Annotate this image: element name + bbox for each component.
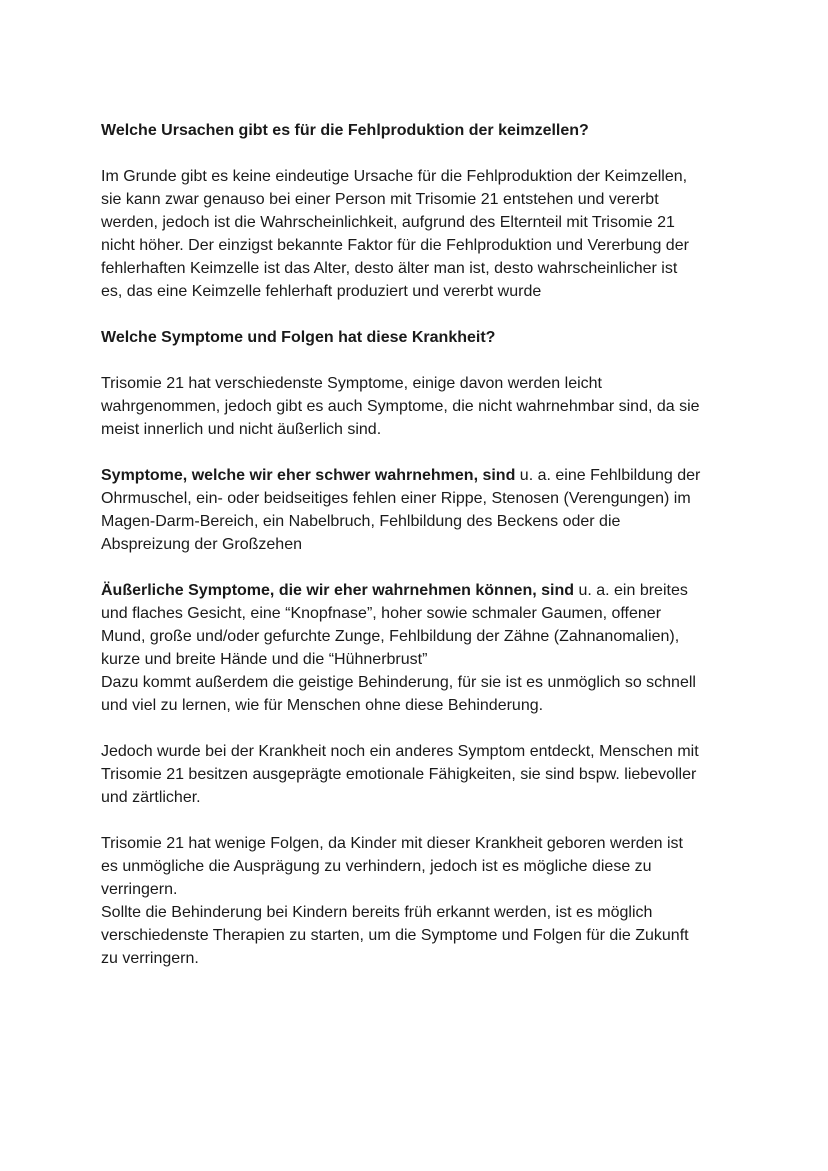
text-line bbox=[101, 464, 741, 487]
text-line: nicht höher. Der einzigst bekannte Faktor für die Fehlproduktion und Vererbung der bbox=[101, 237, 689, 254]
text-line: verringern. bbox=[101, 881, 178, 898]
bold-lead-in: Äußerliche Symptome, die wir eher wahrnehmen können, sind bbox=[101, 582, 574, 599]
bold-lead-in: Symptome, welche wir eher schwer wahrnehmen, sind bbox=[101, 467, 516, 484]
text-line: meist innerlich und nicht äußerlich sind. bbox=[101, 421, 382, 438]
text-line: Abspreizung der Großzehen bbox=[101, 536, 302, 553]
text-line: es unmögliche die Ausprägung zu verhindern, jedoch ist es mögliche diese zu bbox=[101, 858, 652, 875]
text-line: Sollte die Behinderung bei Kindern bereits früh erkannt werden, ist es möglich bbox=[101, 904, 653, 921]
text-line: fehlerhaften Keimzelle ist das Alter, desto älter man ist, desto wahrscheinlicher ist bbox=[101, 260, 678, 277]
text-line: Jedoch wurde bei der Krankheit noch ein anderes Symptom entdeckt, Menschen mit bbox=[101, 743, 699, 760]
section-heading-causes: Welche Ursachen gibt es für die Fehlproduktion der keimzellen? bbox=[101, 122, 589, 139]
document-page bbox=[101, 119, 741, 970]
text-line: und flaches Gesicht, eine “Knopfnase”, hoher sowie schmaler Gaumen, offener bbox=[101, 605, 662, 622]
text-line: werden, jedoch ist die Wahrscheinlichkeit, aufgrund des Elternteil mit Trisomie 21 bbox=[101, 214, 675, 231]
paragraph-visible-symptoms bbox=[101, 579, 741, 717]
text-line: Magen-Darm-Bereich, ein Nabelbruch, Fehlbildung des Beckens oder die bbox=[101, 513, 621, 530]
text-line: Trisomie 21 hat wenige Folgen, da Kinder mit dieser Krankheit geboren werden ist bbox=[101, 835, 683, 852]
text-line: es, das eine Keimzelle fehlerhaft produziert und vererbt wurde bbox=[101, 283, 542, 300]
text-line: verschiedenste Therapien zu starten, um die Symptome und Folgen für die Zukunft bbox=[101, 927, 689, 944]
text-line: kurze und breite Hände und die “Hühnerbrust” bbox=[101, 651, 428, 668]
paragraph-hidden-symptoms bbox=[101, 464, 741, 556]
paragraph-symptoms-intro bbox=[101, 372, 741, 441]
text-line: zu verringern. bbox=[101, 950, 199, 967]
text-line: und viel zu lernen, wie für Menschen ohne diese Behinderung. bbox=[101, 697, 544, 714]
paragraph-emotional-abilities bbox=[101, 740, 741, 809]
text-line: Trisomie 21 besitzen ausgeprägte emotionale Fähigkeiten, sie sind bspw. liebevoller bbox=[101, 766, 697, 783]
text-line: Trisomie 21 hat verschiedenste Symptome, einige davon werden leicht bbox=[101, 375, 602, 392]
text-line: Mund, große und/oder gefurchte Zunge, Fehlbildung der Zähne (Zahnanomalien), bbox=[101, 628, 680, 645]
text-line bbox=[101, 579, 741, 602]
text-line: und zärtlicher. bbox=[101, 789, 201, 806]
text-line: wahrgenommen, jedoch gibt es auch Symptome, die nicht wahrnehmbar sind, da sie bbox=[101, 398, 700, 415]
section-heading-symptoms: Welche Symptome und Folgen hat diese Krankheit? bbox=[101, 329, 496, 346]
paragraph-causes bbox=[101, 165, 741, 303]
text-line: sie kann zwar genauso bei einer Person mit Trisomie 21 entstehen und vererbt bbox=[101, 191, 659, 208]
text-line: Dazu kommt außerdem die geistige Behinderung, für sie ist es unmöglich so schnell bbox=[101, 674, 696, 691]
text-line: Im Grunde gibt es keine eindeutige Ursache für die Fehlproduktion der Keimzellen, bbox=[101, 168, 688, 185]
paragraph-consequences bbox=[101, 832, 741, 970]
text-fragment: u. a. ein breites bbox=[574, 582, 688, 599]
text-fragment: u. a. eine Fehlbildung der bbox=[515, 467, 701, 484]
text-line: Ohrmuschel, ein- oder beidseitiges fehlen einer Rippe, Stenosen (Verengungen) im bbox=[101, 490, 691, 507]
